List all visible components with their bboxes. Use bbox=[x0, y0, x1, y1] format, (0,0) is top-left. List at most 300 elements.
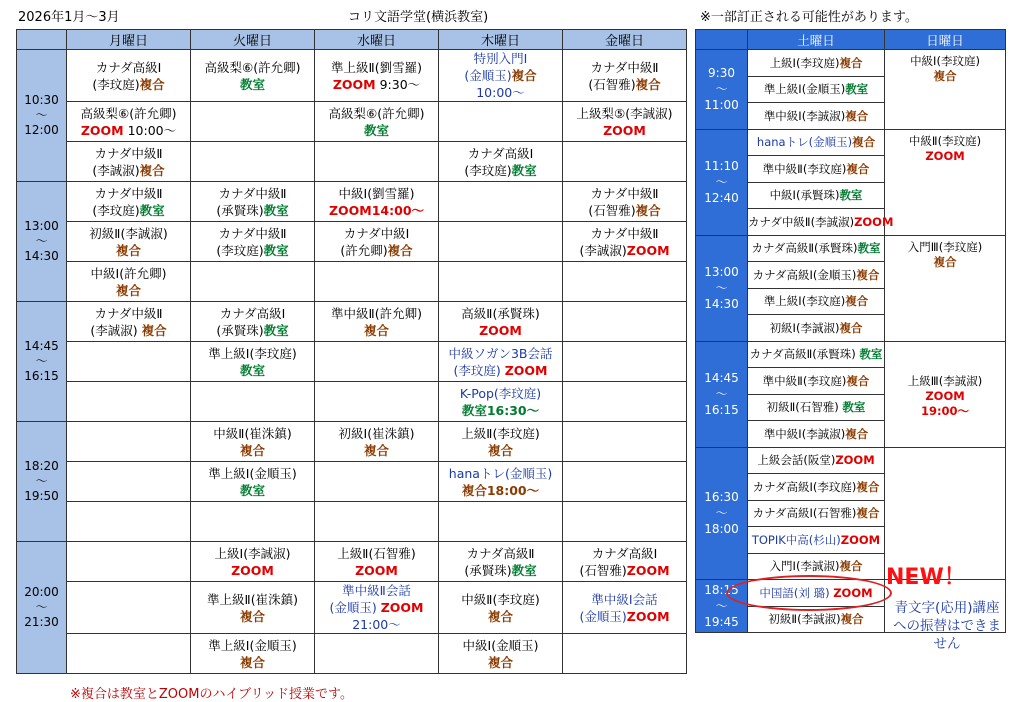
sat-class-name: 入門Ⅰ(李誠淑) bbox=[769, 559, 840, 574]
sat-class-mode: 複合 bbox=[856, 479, 880, 494]
cell-text: 準上級Ⅱ(劉雪羅) bbox=[331, 59, 422, 75]
cell-line bbox=[439, 442, 562, 459]
cell-line bbox=[563, 591, 686, 608]
cell-text: (李玟庭) bbox=[453, 362, 505, 378]
cell-line bbox=[67, 265, 190, 282]
cell-line bbox=[315, 322, 438, 339]
class-cell bbox=[191, 302, 315, 342]
cell-text: 複合 bbox=[363, 322, 389, 338]
sat-class-mode: ZOOM bbox=[835, 453, 875, 468]
class-cell bbox=[191, 422, 315, 462]
day-header-fri: 金曜日 bbox=[563, 30, 687, 50]
cell-text: 上級梨⑤(李誠淑) bbox=[576, 105, 673, 121]
period-label: 2026年1月～3月 bbox=[18, 10, 120, 25]
cell-line bbox=[67, 59, 190, 76]
class-cell bbox=[439, 542, 563, 582]
cell-text: カナダ中級Ⅱ bbox=[590, 185, 659, 201]
cell-line bbox=[191, 202, 314, 219]
day-header-thu: 木曜日 bbox=[439, 30, 563, 50]
cell-text: 中級ソガン3B会話 bbox=[448, 345, 553, 361]
time-slot: 18:20 ～ 19:50 bbox=[17, 422, 67, 542]
class-cell bbox=[191, 462, 315, 502]
cell-text: 9:30～ bbox=[375, 76, 421, 92]
sat-time-slot: 14:45 ～ 16:15 bbox=[696, 341, 748, 447]
cell-line bbox=[315, 599, 438, 616]
cell-line bbox=[191, 305, 314, 322]
cell-text: 教室 bbox=[239, 362, 265, 378]
cell-text: 中級Ⅱ(崔洙鎮) bbox=[213, 425, 292, 441]
sat-time-slot: 16:30 ～ 18:00 bbox=[696, 447, 748, 580]
class-cell bbox=[563, 262, 687, 302]
cell-text: 準中級Ⅱ(許允卿) bbox=[331, 305, 422, 321]
sun-class-name: 上級Ⅲ(李誠淑) bbox=[907, 373, 983, 388]
cell-text: カナダ高級Ⅰ bbox=[95, 59, 162, 75]
cell-text: 準上級Ⅰ(金順玉) bbox=[208, 637, 297, 653]
cell-line bbox=[315, 242, 438, 259]
sat-class-mode: 複合 bbox=[856, 506, 880, 521]
cell-line bbox=[315, 442, 438, 459]
class-cell bbox=[67, 634, 191, 674]
sun-class-mode: 複合 bbox=[933, 254, 957, 269]
class-cell bbox=[439, 462, 563, 502]
class-cell bbox=[191, 502, 315, 542]
cell-text: 複合 bbox=[387, 242, 413, 258]
sat-class bbox=[748, 500, 885, 527]
cell-line bbox=[563, 242, 686, 259]
cell-line bbox=[191, 654, 314, 671]
class-cell bbox=[315, 422, 439, 462]
cell-text: 中級Ⅰ(劉雪羅) bbox=[338, 185, 415, 201]
cell-line bbox=[439, 50, 562, 67]
class-cell bbox=[439, 582, 563, 634]
new-class-circle bbox=[726, 575, 892, 611]
cell-line bbox=[191, 185, 314, 202]
sat-class bbox=[748, 288, 885, 315]
cell-line bbox=[315, 122, 438, 139]
class-cell bbox=[67, 342, 191, 382]
cell-line bbox=[67, 202, 190, 219]
cell-line bbox=[191, 425, 314, 442]
class-cell bbox=[67, 462, 191, 502]
sat-class-mode: 複合 bbox=[845, 108, 869, 123]
class-cell bbox=[563, 502, 687, 542]
cell-line bbox=[315, 202, 438, 219]
class-cell bbox=[439, 302, 563, 342]
cell-line bbox=[191, 482, 314, 499]
cell-text: 教室 bbox=[263, 242, 289, 258]
cell-text: 複合 bbox=[635, 76, 661, 92]
cell-line bbox=[439, 84, 562, 101]
class-cell bbox=[67, 262, 191, 302]
sat-class bbox=[748, 447, 885, 474]
cell-text: (金順玉) bbox=[579, 608, 627, 624]
cell-line bbox=[439, 402, 562, 419]
footer-note: ※複合は教室とZOOMのハイブリッド授業です。 bbox=[70, 687, 354, 702]
class-cell bbox=[315, 102, 439, 142]
cell-text: ZOOM bbox=[626, 242, 670, 258]
sat-class-mode: 教室 bbox=[859, 347, 883, 362]
sat-class-mode: 教室 bbox=[842, 400, 866, 415]
cell-line bbox=[315, 225, 438, 242]
sat-class-mode: 教室 bbox=[839, 188, 863, 203]
class-cell bbox=[67, 502, 191, 542]
class-cell bbox=[315, 50, 439, 102]
sat-class-name: カナダ高級Ⅱ(承賢珠) bbox=[751, 241, 858, 256]
cell-line bbox=[315, 425, 438, 442]
sat-class bbox=[748, 341, 885, 368]
sat-class-name: TOPIK中高(杉山) bbox=[751, 532, 841, 547]
sat-class-name: 中級Ⅰ(承賢珠) bbox=[769, 188, 840, 203]
sat-class-mode: 複合 bbox=[839, 559, 863, 574]
cell-line bbox=[563, 122, 686, 139]
sat-class-name: カナダ中級Ⅱ(李誠淑) bbox=[748, 214, 855, 229]
cell-text: (承賢珠) bbox=[216, 202, 264, 218]
sat-class-mode: 複合 bbox=[845, 294, 869, 309]
sat-class-name: hanaトレ(金順玉) bbox=[756, 135, 853, 150]
class-cell bbox=[191, 342, 315, 382]
class-cell bbox=[563, 382, 687, 422]
cell-line bbox=[67, 162, 190, 179]
cell-line bbox=[315, 185, 438, 202]
class-cell bbox=[191, 222, 315, 262]
sat-class-name: 中国語(刘 璐) bbox=[759, 585, 834, 600]
class-cell bbox=[191, 262, 315, 302]
sat-class-mode: 教室 bbox=[845, 82, 869, 97]
sat-class-name: カナダ高級Ⅰ(石智雅) bbox=[752, 506, 857, 521]
time-slot: 14:45 ～ 16:15 bbox=[17, 302, 67, 422]
sun-class-cell bbox=[885, 341, 1006, 447]
cell-line bbox=[439, 637, 562, 654]
class-cell bbox=[439, 222, 563, 262]
sun-class-name: 中級Ⅰ(李玟庭) bbox=[910, 54, 980, 68]
class-cell bbox=[191, 102, 315, 142]
cell-text: 教室 bbox=[139, 202, 165, 218]
sat-class-name: カナダ高級Ⅰ(金順玉) bbox=[752, 267, 857, 282]
class-cell bbox=[67, 582, 191, 634]
sat-class-name: 準上級Ⅰ(金順玉) bbox=[763, 82, 846, 97]
weekday-timetable bbox=[16, 29, 687, 674]
cell-text: ZOOM bbox=[380, 600, 424, 615]
class-cell bbox=[315, 262, 439, 302]
sat-class-mode: 複合 bbox=[852, 135, 876, 150]
cell-line bbox=[191, 637, 314, 654]
cell-line bbox=[67, 322, 190, 339]
cell-text: 準上級Ⅰ(金順玉) bbox=[208, 465, 297, 481]
cell-line bbox=[315, 76, 438, 93]
class-cell bbox=[563, 342, 687, 382]
class-cell bbox=[191, 582, 315, 634]
class-cell bbox=[439, 182, 563, 222]
cell-text: 複合 bbox=[141, 322, 167, 338]
class-cell bbox=[191, 634, 315, 674]
cell-text: 複合 bbox=[511, 68, 537, 83]
sun-class-cell bbox=[885, 50, 1006, 130]
class-cell bbox=[315, 634, 439, 674]
cell-line bbox=[563, 59, 686, 76]
class-cell bbox=[315, 142, 439, 182]
class-cell bbox=[439, 502, 563, 542]
sat-class-name: 準上級Ⅰ(李玟庭) bbox=[763, 294, 846, 309]
cell-text: 準中級Ⅱ会話 bbox=[342, 583, 411, 598]
sat-class bbox=[748, 527, 885, 554]
cell-text: 上級Ⅰ(李誠淑) bbox=[214, 545, 291, 561]
sat-class-name: 準中級Ⅱ(李玟庭) bbox=[762, 161, 847, 176]
class-cell bbox=[563, 462, 687, 502]
sat-class bbox=[748, 156, 885, 183]
sat-class-name: 準中級Ⅰ(李誠淑) bbox=[763, 426, 846, 441]
class-cell bbox=[439, 50, 563, 102]
cell-text: 高級梨⑥(許允卿) bbox=[204, 59, 301, 75]
cell-line bbox=[439, 545, 562, 562]
cell-text: カナダ中級Ⅱ bbox=[218, 225, 287, 241]
class-cell bbox=[439, 342, 563, 382]
sun-class-cell bbox=[885, 129, 1006, 235]
sat-time-slot: 9:30 ～ 11:00 bbox=[696, 50, 748, 130]
cell-text: (金順玉) bbox=[329, 600, 381, 615]
cell-text: 10:00～ bbox=[123, 122, 177, 138]
day-header-wed: 水曜日 bbox=[315, 30, 439, 50]
class-cell bbox=[439, 142, 563, 182]
class-cell bbox=[439, 382, 563, 422]
weekend-timetable bbox=[695, 29, 1006, 633]
cell-text: カナダ中級Ⅱ bbox=[590, 59, 659, 75]
cell-text: 高級梨⑥(許允卿) bbox=[80, 105, 177, 121]
cell-text: K-Pop(李玟庭) bbox=[459, 385, 542, 401]
day-header-mon: 月曜日 bbox=[67, 30, 191, 50]
cell-text: カナダ高級Ⅰ bbox=[467, 145, 534, 161]
cell-line bbox=[67, 305, 190, 322]
cell-text: 複合 bbox=[635, 202, 661, 218]
cell-line bbox=[191, 545, 314, 562]
sun-class-name: 中級Ⅱ(李玟庭) bbox=[908, 133, 982, 148]
cell-line bbox=[191, 591, 314, 608]
cell-line bbox=[67, 282, 190, 299]
cell-line bbox=[439, 162, 562, 179]
cell-text: (石智雅) bbox=[588, 76, 636, 92]
cell-line bbox=[315, 545, 438, 562]
applied-course-note: 青文字(応用)講座への振替はできません bbox=[893, 600, 1001, 652]
cell-line bbox=[191, 345, 314, 362]
cell-line bbox=[439, 654, 562, 671]
cell-text: 複合 bbox=[139, 162, 165, 178]
class-cell bbox=[563, 634, 687, 674]
cell-text: ZOOM bbox=[479, 322, 522, 338]
class-cell bbox=[563, 302, 687, 342]
cell-text: カナダ中級Ⅱ bbox=[94, 185, 163, 201]
cell-text: カナダ高級Ⅰ bbox=[219, 305, 286, 321]
cell-line bbox=[563, 202, 686, 219]
class-cell bbox=[67, 102, 191, 142]
sat-class bbox=[748, 394, 885, 421]
cell-line bbox=[315, 59, 438, 76]
sat-class-mode: ZOOM bbox=[840, 532, 881, 547]
class-cell bbox=[563, 142, 687, 182]
cell-line bbox=[563, 76, 686, 93]
cell-text: 高級梨⑥(許允卿) bbox=[328, 105, 425, 121]
cell-text: 複合 bbox=[487, 654, 513, 670]
sat-class-name: 初級Ⅰ(李誠淑) bbox=[769, 320, 840, 335]
sat-class-name: 準中級Ⅰ(李誠淑) bbox=[763, 108, 846, 123]
class-cell bbox=[315, 302, 439, 342]
cell-line bbox=[315, 616, 438, 633]
day-header-tue: 火曜日 bbox=[191, 30, 315, 50]
sat-class-name: 初級Ⅱ(石智雅) bbox=[766, 400, 843, 415]
cell-line bbox=[439, 305, 562, 322]
cell-line bbox=[439, 322, 562, 339]
cell-text: 複合 bbox=[239, 442, 265, 458]
class-cell bbox=[315, 382, 439, 422]
cell-text: 中級Ⅱ(李玟庭) bbox=[461, 591, 540, 607]
class-cell bbox=[67, 422, 191, 462]
cell-line bbox=[439, 345, 562, 362]
cell-text: 10:00～ bbox=[476, 85, 525, 100]
cell-text: 複合 bbox=[239, 608, 265, 624]
sat-class bbox=[748, 262, 885, 289]
cell-text: 複合 bbox=[239, 654, 265, 670]
class-cell bbox=[439, 422, 563, 462]
cell-text: カナダ中級Ⅱ bbox=[94, 305, 163, 321]
cell-line bbox=[439, 67, 562, 84]
class-cell bbox=[315, 222, 439, 262]
class-cell bbox=[67, 50, 191, 102]
cell-line bbox=[439, 425, 562, 442]
cell-line bbox=[67, 242, 190, 259]
cell-line bbox=[191, 465, 314, 482]
cell-text: (李誠淑) bbox=[92, 162, 140, 178]
cell-text: 複合 bbox=[487, 608, 513, 624]
cell-line bbox=[67, 145, 190, 162]
cell-text: 教室 bbox=[511, 162, 537, 178]
sat-class-mode: 複合 bbox=[840, 612, 864, 627]
sat-class-name: カナダ高級Ⅱ(承賢珠) bbox=[749, 347, 860, 362]
cell-text: (李誠淑) bbox=[579, 242, 627, 258]
cell-text: (石智雅) bbox=[579, 562, 627, 578]
class-cell bbox=[315, 182, 439, 222]
cell-text: ZOOM bbox=[504, 362, 548, 378]
cell-text: 高級Ⅱ(承賢珠) bbox=[461, 305, 540, 321]
cell-text: (李玟庭) bbox=[92, 76, 140, 92]
class-cell bbox=[315, 462, 439, 502]
sat-class-mode: 複合 bbox=[839, 320, 863, 335]
sat-class-mode: 複合 bbox=[856, 267, 880, 282]
cell-text: 教室16:30～ bbox=[461, 402, 540, 418]
cell-text: ZOOM bbox=[626, 562, 670, 578]
cell-line bbox=[191, 442, 314, 459]
cell-text: (承賢珠) bbox=[464, 562, 512, 578]
cell-text: 上級Ⅱ(石智雅) bbox=[337, 545, 416, 561]
day-header-sat: 土曜日 bbox=[748, 30, 885, 50]
cell-text: ZOOM bbox=[231, 562, 274, 578]
sat-class bbox=[748, 474, 885, 501]
class-cell bbox=[67, 222, 191, 262]
sat-class-name: 準中級Ⅱ(李玟庭) bbox=[762, 373, 847, 388]
sat-class bbox=[748, 315, 885, 342]
cell-line bbox=[67, 122, 190, 139]
class-cell bbox=[67, 142, 191, 182]
sat-class-name: カナダ高級Ⅰ(李玟庭) bbox=[752, 479, 857, 494]
cell-text: 特別入門Ⅰ bbox=[473, 51, 528, 66]
cell-line bbox=[439, 608, 562, 625]
sun-class-time: 19:00～ bbox=[920, 403, 970, 418]
class-cell bbox=[315, 342, 439, 382]
cell-text: 準上級Ⅰ(李玟庭) bbox=[208, 345, 297, 361]
cell-text: 教室 bbox=[239, 482, 265, 498]
cell-text: 複合 bbox=[487, 442, 513, 458]
cell-text: (承賢珠) bbox=[216, 322, 264, 338]
sun-class-mode: 複合 bbox=[933, 69, 957, 83]
cell-text: 教室 bbox=[511, 562, 537, 578]
cell-line bbox=[191, 362, 314, 379]
class-cell bbox=[315, 502, 439, 542]
cell-line bbox=[191, 322, 314, 339]
cell-line bbox=[563, 225, 686, 242]
sat-class-mode: 複合 bbox=[845, 426, 869, 441]
notice-text: ※一部訂正される可能性があります。 bbox=[700, 10, 918, 25]
sat-class bbox=[748, 129, 885, 156]
cell-text: (李玟庭) bbox=[464, 162, 512, 178]
sat-class-mode: 教室 bbox=[857, 241, 881, 256]
cell-text: (許允卿) bbox=[340, 242, 388, 258]
cell-text: 準中級Ⅰ会話 bbox=[591, 591, 658, 607]
cell-line bbox=[315, 305, 438, 322]
cell-line bbox=[439, 562, 562, 579]
cell-text: 教室 bbox=[363, 122, 389, 138]
cell-text: ZOOM bbox=[355, 562, 398, 578]
cell-line bbox=[439, 145, 562, 162]
class-cell bbox=[67, 182, 191, 222]
class-cell bbox=[315, 542, 439, 582]
cell-line bbox=[67, 105, 190, 122]
cell-text: ZOOM bbox=[332, 76, 376, 92]
cell-line bbox=[67, 76, 190, 93]
cell-text: 初級Ⅱ(李誠淑) bbox=[89, 225, 168, 241]
sat-class-name: 初級Ⅱ(李誠淑) bbox=[768, 612, 841, 627]
cell-line bbox=[439, 465, 562, 482]
sat-time-slot: 18:15 ～ 19:45 bbox=[696, 580, 748, 633]
cell-line bbox=[315, 105, 438, 122]
cell-text: ZOOM bbox=[626, 608, 670, 624]
class-cell bbox=[563, 102, 687, 142]
day-header-sun: 日曜日 bbox=[885, 30, 1006, 50]
sat-class bbox=[748, 76, 885, 103]
class-cell bbox=[191, 50, 315, 102]
sat-class bbox=[748, 235, 885, 262]
class-cell bbox=[191, 182, 315, 222]
cell-line bbox=[191, 76, 314, 93]
cell-line bbox=[563, 185, 686, 202]
sat-class-mode: 複合 bbox=[846, 161, 870, 176]
class-cell bbox=[439, 634, 563, 674]
sat-class-name: 上級Ⅰ(李玟庭) bbox=[769, 55, 840, 70]
class-cell bbox=[563, 222, 687, 262]
cell-line bbox=[191, 608, 314, 625]
cell-text: カナダ中級Ⅱ bbox=[218, 185, 287, 201]
sat-class bbox=[748, 368, 885, 395]
sat-class-name: 上級会話(阪堂) bbox=[757, 453, 836, 468]
time-slot: 13:00 ～ 14:30 bbox=[17, 182, 67, 302]
class-cell bbox=[67, 382, 191, 422]
cell-text: カナダ高級Ⅰ bbox=[591, 545, 658, 561]
cell-line bbox=[191, 562, 314, 579]
sat-class-mode: ZOOM bbox=[854, 214, 894, 229]
class-cell bbox=[563, 182, 687, 222]
cell-line bbox=[191, 242, 314, 259]
sun-class-mode: ZOOM bbox=[925, 148, 965, 163]
cell-text: 複合18:00～ bbox=[461, 482, 540, 498]
time-slot: 20:00 ～ 21:30 bbox=[17, 542, 67, 674]
cell-line bbox=[439, 362, 562, 379]
sat-class bbox=[748, 50, 885, 77]
